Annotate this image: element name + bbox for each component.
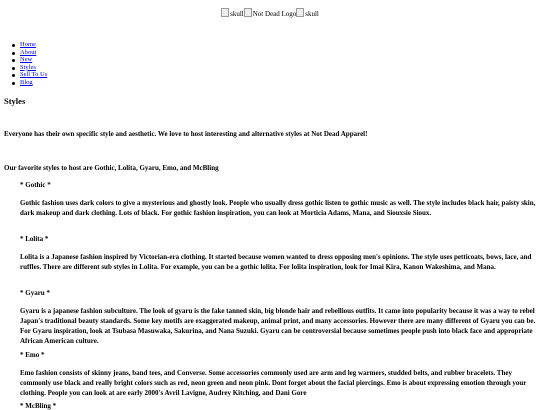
page-title: Styles: [4, 96, 26, 106]
broken-image-icon: [244, 8, 252, 17]
nav-item-sell-to-us: [10, 71, 47, 79]
nav-link-new[interactable]: New: [20, 56, 33, 64]
main-nav: [10, 41, 47, 87]
skull-image-left: skull: [221, 8, 244, 19]
nav-link-home[interactable]: Home: [20, 41, 36, 48]
section-body-emo: Emo fashion consists of skinny jeans, band tees, and Converse. Some accessories commonly used are arm and leg warmers, studded belts, and rubber bracelets. They commonly use black and really bright colors such as red, neon green and neon pink. Dont forget about the facial piercings. Emo is about expressing emotion through your clothing. People you can look at are early 2000's Avril Lavigne, Audrey Kitching, and Dani Gore: [20, 369, 527, 397]
favorites-text: Our favorite styles to host are Gothic, Lolita, Gyaru, Emo, and McBling: [4, 164, 219, 172]
site-header: [0, 8, 540, 19]
broken-image-icon: [296, 8, 304, 17]
nav-link-styles[interactable]: Styles: [20, 63, 36, 71]
section-title-gyaru: * Gyaru *: [20, 289, 50, 297]
intro-text: Everyone has their own specific style and aesthetic. We love to host interesting and alternative styles at Not Dead Apparel!: [4, 130, 368, 138]
nav-item-new: [10, 56, 47, 64]
section-body-lolita: Lolita is a Japanese fashion inspired by Victorian-era clothing. It started because women wanted to dress opposing men's opinions. The style uses petticoats, bows, lace, and ruffles. There are different sub styles in Lolita. For example, you can be a gothic lolita. For lolita inspiration, look for Imai Kira, Kanon Wakeshima, and Mana.: [20, 253, 532, 271]
section-title-lolita: * Lolita *: [20, 235, 49, 243]
skull-image-right: skull: [296, 8, 319, 19]
nav-item-styles: [10, 64, 47, 72]
section-title-emo: * Emo *: [20, 351, 45, 359]
logo-alt-text: Not Dead Logo: [252, 10, 297, 18]
section-body-gothic: Gothic fashion uses dark colors to give a mysterious and ghostly look. People who usually dress gothic listen to gothic music as well. The style includes black hair, paisty skin, dark makeup and dark clothing. Lots of black. For gothic fashion inspiration, you can look at Morticia Adams, Mana, and Siouxsie Sioux.: [20, 199, 536, 217]
nav-link-blog[interactable]: Blog: [20, 78, 33, 86]
section-title-mcbling: * McBling *: [20, 402, 57, 410]
nav-item-blog: [10, 79, 47, 87]
nav-link-about[interactable]: About: [20, 48, 37, 56]
section-body-gyaru: Gyaru is a japanese fashion subculture. The look of gyaru is the fake tanned skin, big blonde hair and rebellious outfits. It came into popularity because it was a way to rebel Japan's traditional beauty standards. Some key motifs are exaggerated makeup, animal print, and many accessories. However there are many different of Gyaru you can be. For Gyaru inspiration, look at Tsubasa Masuwaka, Sakurina, and Nana Suzuki. Gyaru can be controversial because sometimes people push into black face and appropriate African American culture.: [20, 307, 536, 345]
nav-item-about: [10, 49, 47, 57]
broken-image-icon: [221, 8, 229, 17]
nav-link-sell-to-us[interactable]: Sell To Us: [20, 71, 48, 79]
section-title-gothic: * Gothic *: [20, 181, 51, 189]
nav-item-home: [10, 41, 47, 49]
logo-link[interactable]: [244, 10, 297, 18]
